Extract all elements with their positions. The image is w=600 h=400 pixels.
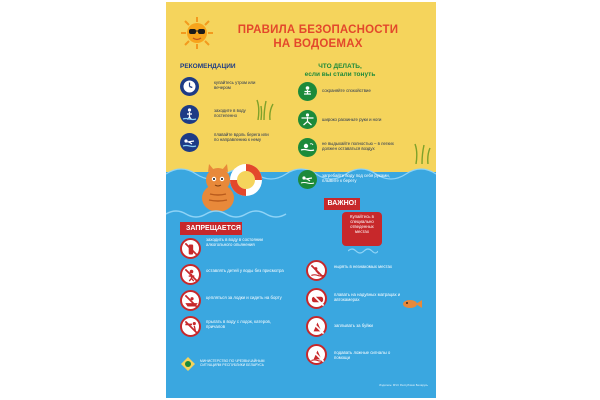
forbid-left-item-3: цепляться за лодки и сидеть на борту: [206, 295, 282, 300]
fish-icon: [402, 298, 422, 310]
drown-item-1: сохраняйте спокойствие: [322, 88, 371, 93]
poster-title-line1: ПРАВИЛА БЕЗОПАСНОСТИ: [237, 24, 399, 36]
swim-to-shore-icon: [298, 170, 317, 189]
forbid-right-item-4: подавать ложные сигналы о помощи: [334, 350, 391, 360]
spread-arms-icon: [298, 110, 317, 129]
reeds-icon: [254, 98, 276, 120]
ministry-name: МИНИСТЕРСТВО ПО ЧРЕЗВЫЧАЙНЫМ СИТУАЦИЯМ РЕСПУБЛИКИ БЕЛАРУСЬ: [200, 359, 265, 367]
forbid-right-item-1: нырять в незнакомых местах: [334, 264, 393, 269]
no-buoy-crossing-icon: [306, 316, 327, 337]
ministry-emblem-icon: [180, 356, 196, 372]
sun-icon: [180, 16, 214, 50]
wave-line: [166, 206, 436, 222]
drowning-heading-line2: если вы стали тонуть: [304, 71, 376, 78]
forbid-left-item-1: заходить в воду в состоянии алкогольного опьянения: [206, 237, 263, 247]
rec-item-3: плавайте вдоль берега или по направлению к нему: [214, 132, 269, 142]
forbidden-heading: ЗАПРЕЩАЕТСЯ: [180, 222, 242, 235]
forbid-left-item-4: прыгать в воду с лодок, катеров, причалов: [206, 319, 272, 329]
recommendations-heading: РЕКОМЕНДАЦИИ: [180, 63, 236, 70]
no-false-alarm-icon: [306, 344, 327, 365]
publisher-fineprint: Издатель: МЧС Республики Беларусь: [379, 383, 428, 387]
rec-item-2: заходите в воду постепенно: [214, 108, 246, 118]
no-alcohol-icon: [180, 238, 201, 259]
no-unattended-children-icon: [180, 264, 201, 285]
no-diving-icon: [180, 316, 201, 337]
drown-item-3: не выдыхайте полностью – в легких должен оставаться воздух: [322, 141, 394, 151]
forbid-right-item-2: плавать на надувных матрацах и автокамерах: [334, 292, 401, 302]
forbid-right-item-3: заплывать за буйки: [334, 323, 373, 328]
drown-item-2: широко раскиньте руки и ноги: [322, 117, 382, 122]
wading-person-icon: [180, 105, 199, 124]
drown-item-4: загребайте воду под себя руками, плывите к берегу: [322, 173, 390, 183]
no-boat-climbing-icon: [180, 290, 201, 311]
important-note: Купайтесь в специально отведенных местах: [342, 212, 382, 246]
drowning-heading-line1: ЧТО ДЕЛАТЬ,: [318, 63, 362, 70]
forbid-left-item-2: оставлять детей у воды без присмотра: [206, 268, 284, 273]
float-face-icon: [298, 138, 317, 157]
no-inflatable-icon: [306, 288, 327, 309]
no-unknown-places-icon: [306, 260, 327, 281]
wave-line: [348, 246, 378, 256]
safety-poster: [166, 2, 436, 398]
important-badge: ВАЖНО!: [324, 198, 360, 210]
swimmer-icon: [180, 133, 199, 152]
reeds-icon: [412, 142, 432, 164]
calm-person-icon: [298, 82, 317, 101]
clock-icon: [180, 77, 199, 96]
rec-item-1: купайтесь утром или вечером: [214, 80, 256, 90]
poster-title-line2: НА ВОДОЕМАХ: [273, 38, 363, 50]
